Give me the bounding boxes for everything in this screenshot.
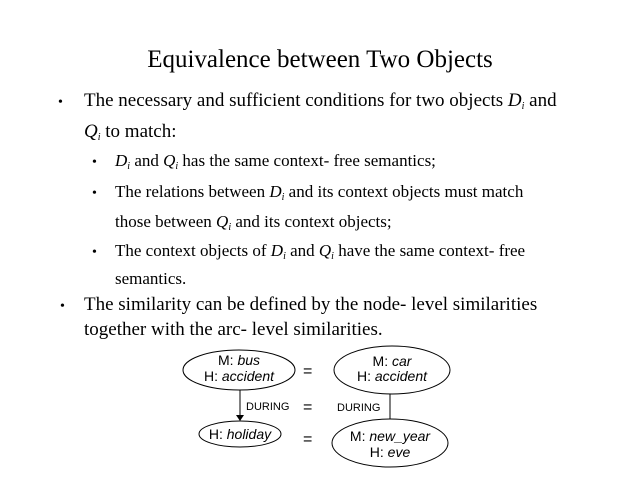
equals-sign-nodes-bottom: = [303,431,313,448]
sub-bullet-3-line-2: semantics. [115,269,187,288]
sub3-and: and [285,241,319,260]
node-right-bottom-h [342,444,438,460]
sub1-d-label: D [115,151,128,170]
h-prefix: H: [203,368,222,384]
sub2-q-subscript: i [228,222,232,233]
equals-sign-arcs: = [303,399,313,416]
sub2-d-label: D [269,182,282,201]
arc-right-label: DURING [337,402,381,414]
sub2-part1: The relations between [115,182,270,201]
sub3-d-subscript: i [283,251,286,262]
m-value-car: car [392,353,412,369]
h-prefix: H: [208,426,227,442]
h-value-accident: accident [221,368,275,384]
sub3-part2: have the same context- free [333,241,526,260]
m-prefix: M: [217,352,238,368]
sub-bullet-1-marker: • [92,155,97,170]
node-right-top-m [350,353,434,369]
sub3-d-label: D [270,241,284,260]
sub-bullet-3-marker: • [92,245,97,260]
sub1-q-label: Q [163,151,176,170]
object-d-label: D [507,90,522,111]
bullet-2-line-1: The similarity can be defined by the node- level similarities [84,294,538,315]
m-prefix: M: [372,353,392,369]
bullet-1-text: The necessary and sufficient conditions for two objects [84,90,508,111]
node-left-top-m [198,352,280,368]
arc-left-label: DURING [246,401,290,413]
node-left-bottom-h [202,426,278,442]
sub-bullet-2-marker: • [92,186,97,201]
sub3-part1: The context objects of [115,241,271,260]
m-value-new-year: new_year [369,428,431,444]
bullet-1-marker: • [58,95,63,110]
h-value-eve: eve [387,444,411,460]
sub1-rest: has the same context- free semantics; [178,151,436,170]
node-left-top-h [198,368,280,384]
equals-sign-nodes-top: = [303,363,313,380]
sub2-q-label: Q [216,212,229,231]
sub2-line2-part2: and its context objects; [231,212,392,231]
m-prefix: M: [349,428,370,444]
bullet-1-and: and [524,90,557,111]
sub1-q-subscript: i [175,161,179,172]
object-d-subscript: i [521,101,525,112]
sub2-d-subscript: i [281,192,285,203]
h-prefix: H: [356,368,375,384]
h-prefix: H: [369,444,388,460]
object-q-subscript: i [97,132,101,143]
arc-left-arrowhead [236,415,244,421]
m-value-bus: bus [237,352,261,368]
h-value-holiday: holiday [226,426,272,442]
sub1-d-subscript: i [127,161,131,172]
object-q-label: Q [84,121,98,142]
node-right-bottom-m [342,428,438,444]
sub3-q-label: Q [318,241,332,260]
node-right-top-h [350,368,434,384]
sub2-part2: and its context objects must match [284,182,524,201]
bullet-2-line-2: together with the arc- level similarities. [84,319,383,340]
h-value-accident: accident [374,368,428,384]
bullet-2-marker: • [60,299,65,314]
sub2-line2-part1: those between [115,212,217,231]
sub1-and: and [130,151,164,170]
sub3-q-subscript: i [331,251,334,262]
bullet-1-to-match: to match: [100,121,177,142]
slide-title: Equivalence between Two Objects [147,46,493,73]
